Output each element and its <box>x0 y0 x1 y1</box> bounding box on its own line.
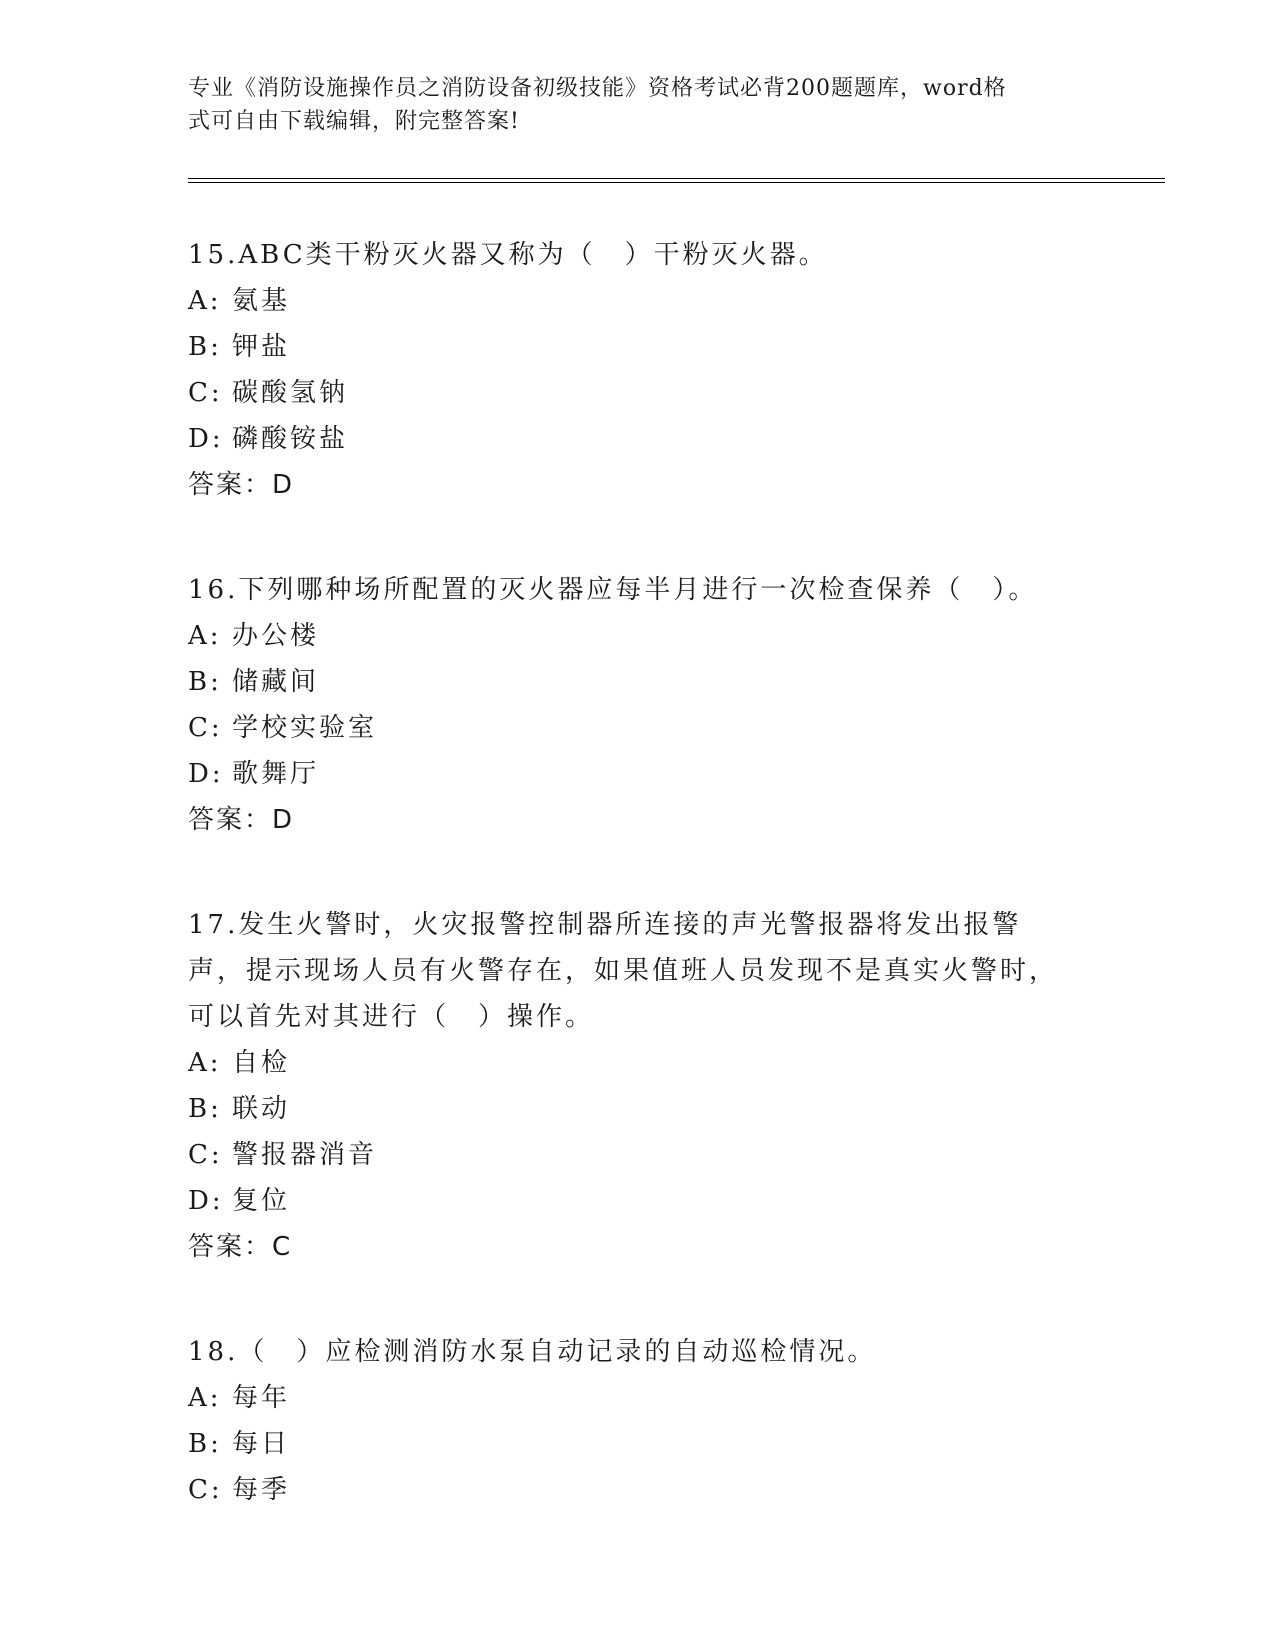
option-label: B: <box>188 1094 222 1124</box>
option-label: A: <box>188 1383 222 1413</box>
question-text: 18.（ ）应检测消防水泵自动记录的自动巡检情况。 <box>188 1337 877 1367</box>
document-header <box>188 72 1068 138</box>
option-label: D: <box>188 1186 224 1216</box>
option-text: 碳酸氢钠 <box>232 378 349 408</box>
option-label: C: <box>188 713 223 743</box>
option-text: 歌舞厅 <box>232 759 320 789</box>
answer: 答案：D <box>188 805 295 835</box>
header-line-1: 专业《消防设施操作员之消防设备初级技能》资格考试必背200题题库，word格 <box>188 76 1007 101</box>
option-c <box>188 370 1068 416</box>
option-a <box>188 1040 1068 1086</box>
option-d <box>188 416 1068 462</box>
answer: 答案：D <box>188 470 295 500</box>
option-c <box>188 1467 1068 1513</box>
option-d <box>188 751 1068 797</box>
option-a <box>188 613 1068 659</box>
question-15 <box>188 232 1068 508</box>
option-b <box>188 1086 1068 1132</box>
option-label: C: <box>188 378 223 408</box>
question-text: 17.发生火警时，火灾报警控制器所连接的声光警报器将发出报警声，提示现场人员有火警存在，如果值班人员发现不是真实火警时，可以首先对其进行（ ）操作。 <box>188 910 1059 1032</box>
answer: 答案：C <box>188 1232 293 1262</box>
header-line-2: 式可自由下载编辑，附完整答案! <box>188 109 520 134</box>
option-b <box>188 659 1068 705</box>
option-label: B: <box>188 667 222 697</box>
option-label: B: <box>188 332 222 362</box>
option-d <box>188 1178 1068 1224</box>
option-text: 储藏间 <box>232 667 320 697</box>
option-text: 警报器消音 <box>232 1140 378 1170</box>
option-b <box>188 324 1068 370</box>
option-a <box>188 1375 1068 1421</box>
question-text: 16.下列哪种场所配置的灭火器应每半月进行一次检查保养（ ）。 <box>188 575 1038 605</box>
header-divider <box>188 178 1165 183</box>
option-a <box>188 278 1068 324</box>
option-text: 每年 <box>232 1383 291 1413</box>
option-label: B: <box>188 1429 222 1459</box>
option-label: D: <box>188 424 224 454</box>
question-16 <box>188 567 1068 843</box>
option-label: C: <box>188 1140 223 1170</box>
option-text: 办公楼 <box>232 621 320 651</box>
option-c <box>188 705 1068 751</box>
option-label: D: <box>188 759 224 789</box>
option-text: 钾盐 <box>232 332 291 362</box>
option-text: 学校实验室 <box>232 713 378 743</box>
option-label: A: <box>188 621 222 651</box>
option-label: A: <box>188 1048 222 1078</box>
option-text: 每季 <box>232 1475 291 1505</box>
option-text: 磷酸铵盐 <box>232 424 349 454</box>
option-c <box>188 1132 1068 1178</box>
option-label: C: <box>188 1475 223 1505</box>
option-text: 每日 <box>232 1429 291 1459</box>
question-list <box>188 232 1068 1572</box>
option-b <box>188 1421 1068 1467</box>
option-label: A: <box>188 286 222 316</box>
option-text: 自检 <box>232 1048 291 1078</box>
option-text: 复位 <box>232 1186 291 1216</box>
option-text: 联动 <box>232 1094 291 1124</box>
question-17 <box>188 902 1068 1270</box>
question-text: 15.ABC类干粉灭火器又称为（ ）干粉灭火器。 <box>188 240 828 270</box>
question-18 <box>188 1329 1068 1513</box>
option-text: 氨基 <box>232 286 291 316</box>
